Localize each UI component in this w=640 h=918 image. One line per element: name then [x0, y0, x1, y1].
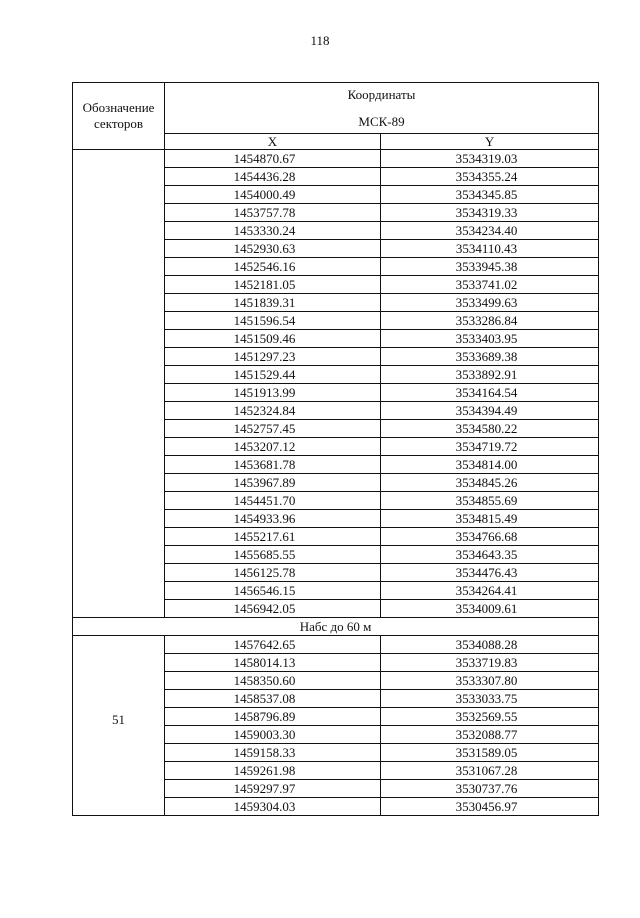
x-cell-text: 1459158.33 [233, 745, 296, 760]
y-cell [381, 384, 599, 402]
y-cell [381, 366, 599, 384]
y-cell [381, 474, 599, 492]
y-cell [381, 186, 599, 204]
x-cell [165, 456, 381, 474]
y-cell-text: 3533892.91 [455, 367, 518, 382]
x-cell [165, 402, 381, 420]
sector-cell [73, 636, 165, 816]
y-cell [381, 438, 599, 456]
y-cell [381, 708, 599, 726]
y-cell [381, 330, 599, 348]
y-cell [381, 222, 599, 240]
x-cell [165, 366, 381, 384]
y-cell [381, 294, 599, 312]
x-cell [165, 798, 381, 816]
x-cell-text: 1457642.65 [233, 637, 296, 652]
x-column-header: X [165, 134, 381, 150]
y-cell [381, 600, 599, 618]
y-cell-text: 3530737.76 [455, 781, 518, 796]
separator-row [73, 618, 599, 636]
page-number: 118 [310, 33, 330, 48]
table-header-row [73, 83, 599, 134]
x-cell [165, 222, 381, 240]
y-cell-text: 3533307.80 [455, 673, 518, 688]
block1-body [73, 150, 599, 618]
y-cell-text: 3534766.68 [455, 529, 518, 544]
x-cell-text: 1456942.05 [233, 601, 296, 616]
y-cell [381, 312, 599, 330]
y-cell-text: 3531589.05 [455, 745, 518, 760]
x-cell-text: 1451509.46 [233, 331, 296, 346]
y-cell [381, 456, 599, 474]
x-cell [165, 420, 381, 438]
y-cell [381, 726, 599, 744]
y-cell-text: 3533689.38 [455, 349, 518, 364]
x-cell-text: 1459304.03 [233, 799, 296, 814]
x-cell-text: 1459297.97 [233, 781, 296, 796]
x-cell [165, 582, 381, 600]
y-cell-text: 3532088.77 [455, 727, 518, 742]
x-cell-text: 1454000.49 [233, 187, 296, 202]
x-cell [165, 438, 381, 456]
table-row [73, 636, 599, 654]
x-cell-text: 1454436.28 [233, 169, 296, 184]
y-cell [381, 276, 599, 294]
x-cell [165, 474, 381, 492]
y-cell [381, 510, 599, 528]
y-cell-text: 3534110.43 [455, 241, 518, 256]
x-cell [165, 204, 381, 222]
x-cell-text: 1459261.98 [233, 763, 296, 778]
table-row [73, 150, 599, 168]
y-cell [381, 762, 599, 780]
x-cell-text: 1451529.44 [233, 367, 296, 382]
x-cell-text: 1458796.89 [233, 709, 296, 724]
y-cell [381, 564, 599, 582]
x-cell [165, 276, 381, 294]
x-cell-text: 1452930.63 [233, 241, 296, 256]
x-cell-text: 1451297.23 [233, 349, 296, 364]
x-cell-text: 1455685.55 [233, 547, 296, 562]
y-cell [381, 348, 599, 366]
y-cell-text: 3534009.61 [455, 601, 518, 616]
y-cell [381, 744, 599, 762]
x-cell-text: 1451913.99 [233, 385, 296, 400]
y-cell-text: 3534643.35 [455, 547, 518, 562]
x-cell-text: 1452757.45 [233, 421, 296, 436]
x-cell-text: 1452181.05 [233, 277, 296, 292]
y-cell-text: 3532569.55 [455, 709, 518, 724]
x-cell [165, 240, 381, 258]
x-cell [165, 636, 381, 654]
y-cell-text: 3533403.95 [455, 331, 518, 346]
x-cell [165, 330, 381, 348]
sector-label: 51 [112, 712, 125, 727]
y-cell-text: 3534719.72 [455, 439, 518, 454]
y-cell-text: 3534355.24 [455, 169, 518, 184]
x-cell [165, 510, 381, 528]
y-cell [381, 546, 599, 564]
x-cell [165, 294, 381, 312]
y-cell-text: 3533033.75 [455, 691, 518, 706]
x-cell [165, 312, 381, 330]
x-cell-text: 1453330.24 [233, 223, 296, 238]
y-column-header: Y [381, 134, 599, 150]
y-cell-text: 3534088.28 [455, 637, 518, 652]
x-cell-text: 1454933.96 [233, 511, 296, 526]
y-cell [381, 258, 599, 276]
y-cell-text: 3533945.38 [455, 259, 518, 274]
x-cell [165, 546, 381, 564]
y-cell-text: 3534234.40 [455, 223, 518, 238]
x-cell [165, 258, 381, 276]
x-cell-text: 1453207.12 [233, 439, 296, 454]
y-cell-text: 3534580.22 [455, 421, 518, 436]
x-cell [165, 492, 381, 510]
y-cell-text: 3534345.85 [455, 187, 518, 202]
y-cell-text: 3534815.49 [455, 511, 518, 526]
y-cell [381, 402, 599, 420]
y-cell-text: 3534319.03 [455, 151, 518, 166]
x-cell [165, 708, 381, 726]
x-cell-text: 1456125.78 [233, 565, 296, 580]
x-cell-text: 1453967.89 [233, 475, 296, 490]
y-cell [381, 636, 599, 654]
y-cell [381, 168, 599, 186]
y-cell [381, 420, 599, 438]
y-cell-text: 3534476.43 [455, 565, 518, 580]
x-cell-text: 1455217.61 [233, 529, 296, 544]
y-cell-text: 3530456.97 [455, 799, 518, 814]
x-cell [165, 726, 381, 744]
x-cell-text: 1454451.70 [233, 493, 296, 508]
x-cell [165, 690, 381, 708]
y-cell-text: 3534845.26 [455, 475, 518, 490]
block2-body [73, 636, 599, 816]
x-cell-text: 1452546.16 [233, 259, 296, 274]
y-cell-text: 3533719.83 [455, 655, 518, 670]
x-cell-text: 1451596.54 [233, 313, 296, 328]
coordinates-table [72, 82, 599, 816]
y-cell [381, 204, 599, 222]
y-cell [381, 798, 599, 816]
separator-label: Набс до 60 м [73, 618, 599, 636]
y-cell-text: 3534264.41 [455, 583, 518, 598]
x-cell [165, 744, 381, 762]
x-cell-text: 1451839.31 [233, 295, 296, 310]
y-cell-text: 3534855.69 [455, 493, 518, 508]
x-cell [165, 780, 381, 798]
coordinate-system-label: МСК-89 [358, 114, 405, 129]
x-cell-text: 1453757.78 [233, 205, 296, 220]
y-cell-text: 3533741.02 [455, 277, 518, 292]
y-cell-text: 3533499.63 [455, 295, 518, 310]
sector-cell-empty [73, 150, 165, 618]
y-cell-text: 3531067.28 [455, 763, 518, 778]
x-cell-text: 1458537.08 [233, 691, 296, 706]
x-cell [165, 186, 381, 204]
x-cell-text: 1454870.67 [233, 151, 296, 166]
x-cell [165, 762, 381, 780]
coordinates-header [165, 83, 599, 134]
x-cell-text: 1459003.30 [233, 727, 296, 742]
y-cell [381, 240, 599, 258]
x-cell [165, 672, 381, 690]
coordinates-label: Координаты [347, 87, 416, 102]
y-cell [381, 780, 599, 798]
y-cell [381, 582, 599, 600]
y-cell [381, 690, 599, 708]
sector-column-header: Обозначение секторов [73, 83, 165, 150]
y-cell-text: 3534319.33 [455, 205, 518, 220]
y-cell-text: 3534164.54 [455, 385, 518, 400]
y-cell [381, 672, 599, 690]
x-cell [165, 168, 381, 186]
x-cell-text: 1453681.78 [233, 457, 296, 472]
x-cell-text: 1456546.15 [233, 583, 296, 598]
y-cell [381, 492, 599, 510]
x-cell [165, 654, 381, 672]
x-cell [165, 348, 381, 366]
x-cell [165, 384, 381, 402]
y-cell [381, 150, 599, 168]
y-cell [381, 654, 599, 672]
y-cell-text: 3533286.84 [455, 313, 518, 328]
y-cell [381, 528, 599, 546]
x-cell-text: 1458350.60 [233, 673, 296, 688]
y-cell-text: 3534394.49 [455, 403, 518, 418]
x-cell-text: 1458014.13 [233, 655, 296, 670]
x-cell [165, 150, 381, 168]
x-cell-text: 1452324.84 [233, 403, 296, 418]
x-cell [165, 564, 381, 582]
y-cell-text: 3534814.00 [455, 457, 518, 472]
x-cell [165, 528, 381, 546]
x-cell [165, 600, 381, 618]
